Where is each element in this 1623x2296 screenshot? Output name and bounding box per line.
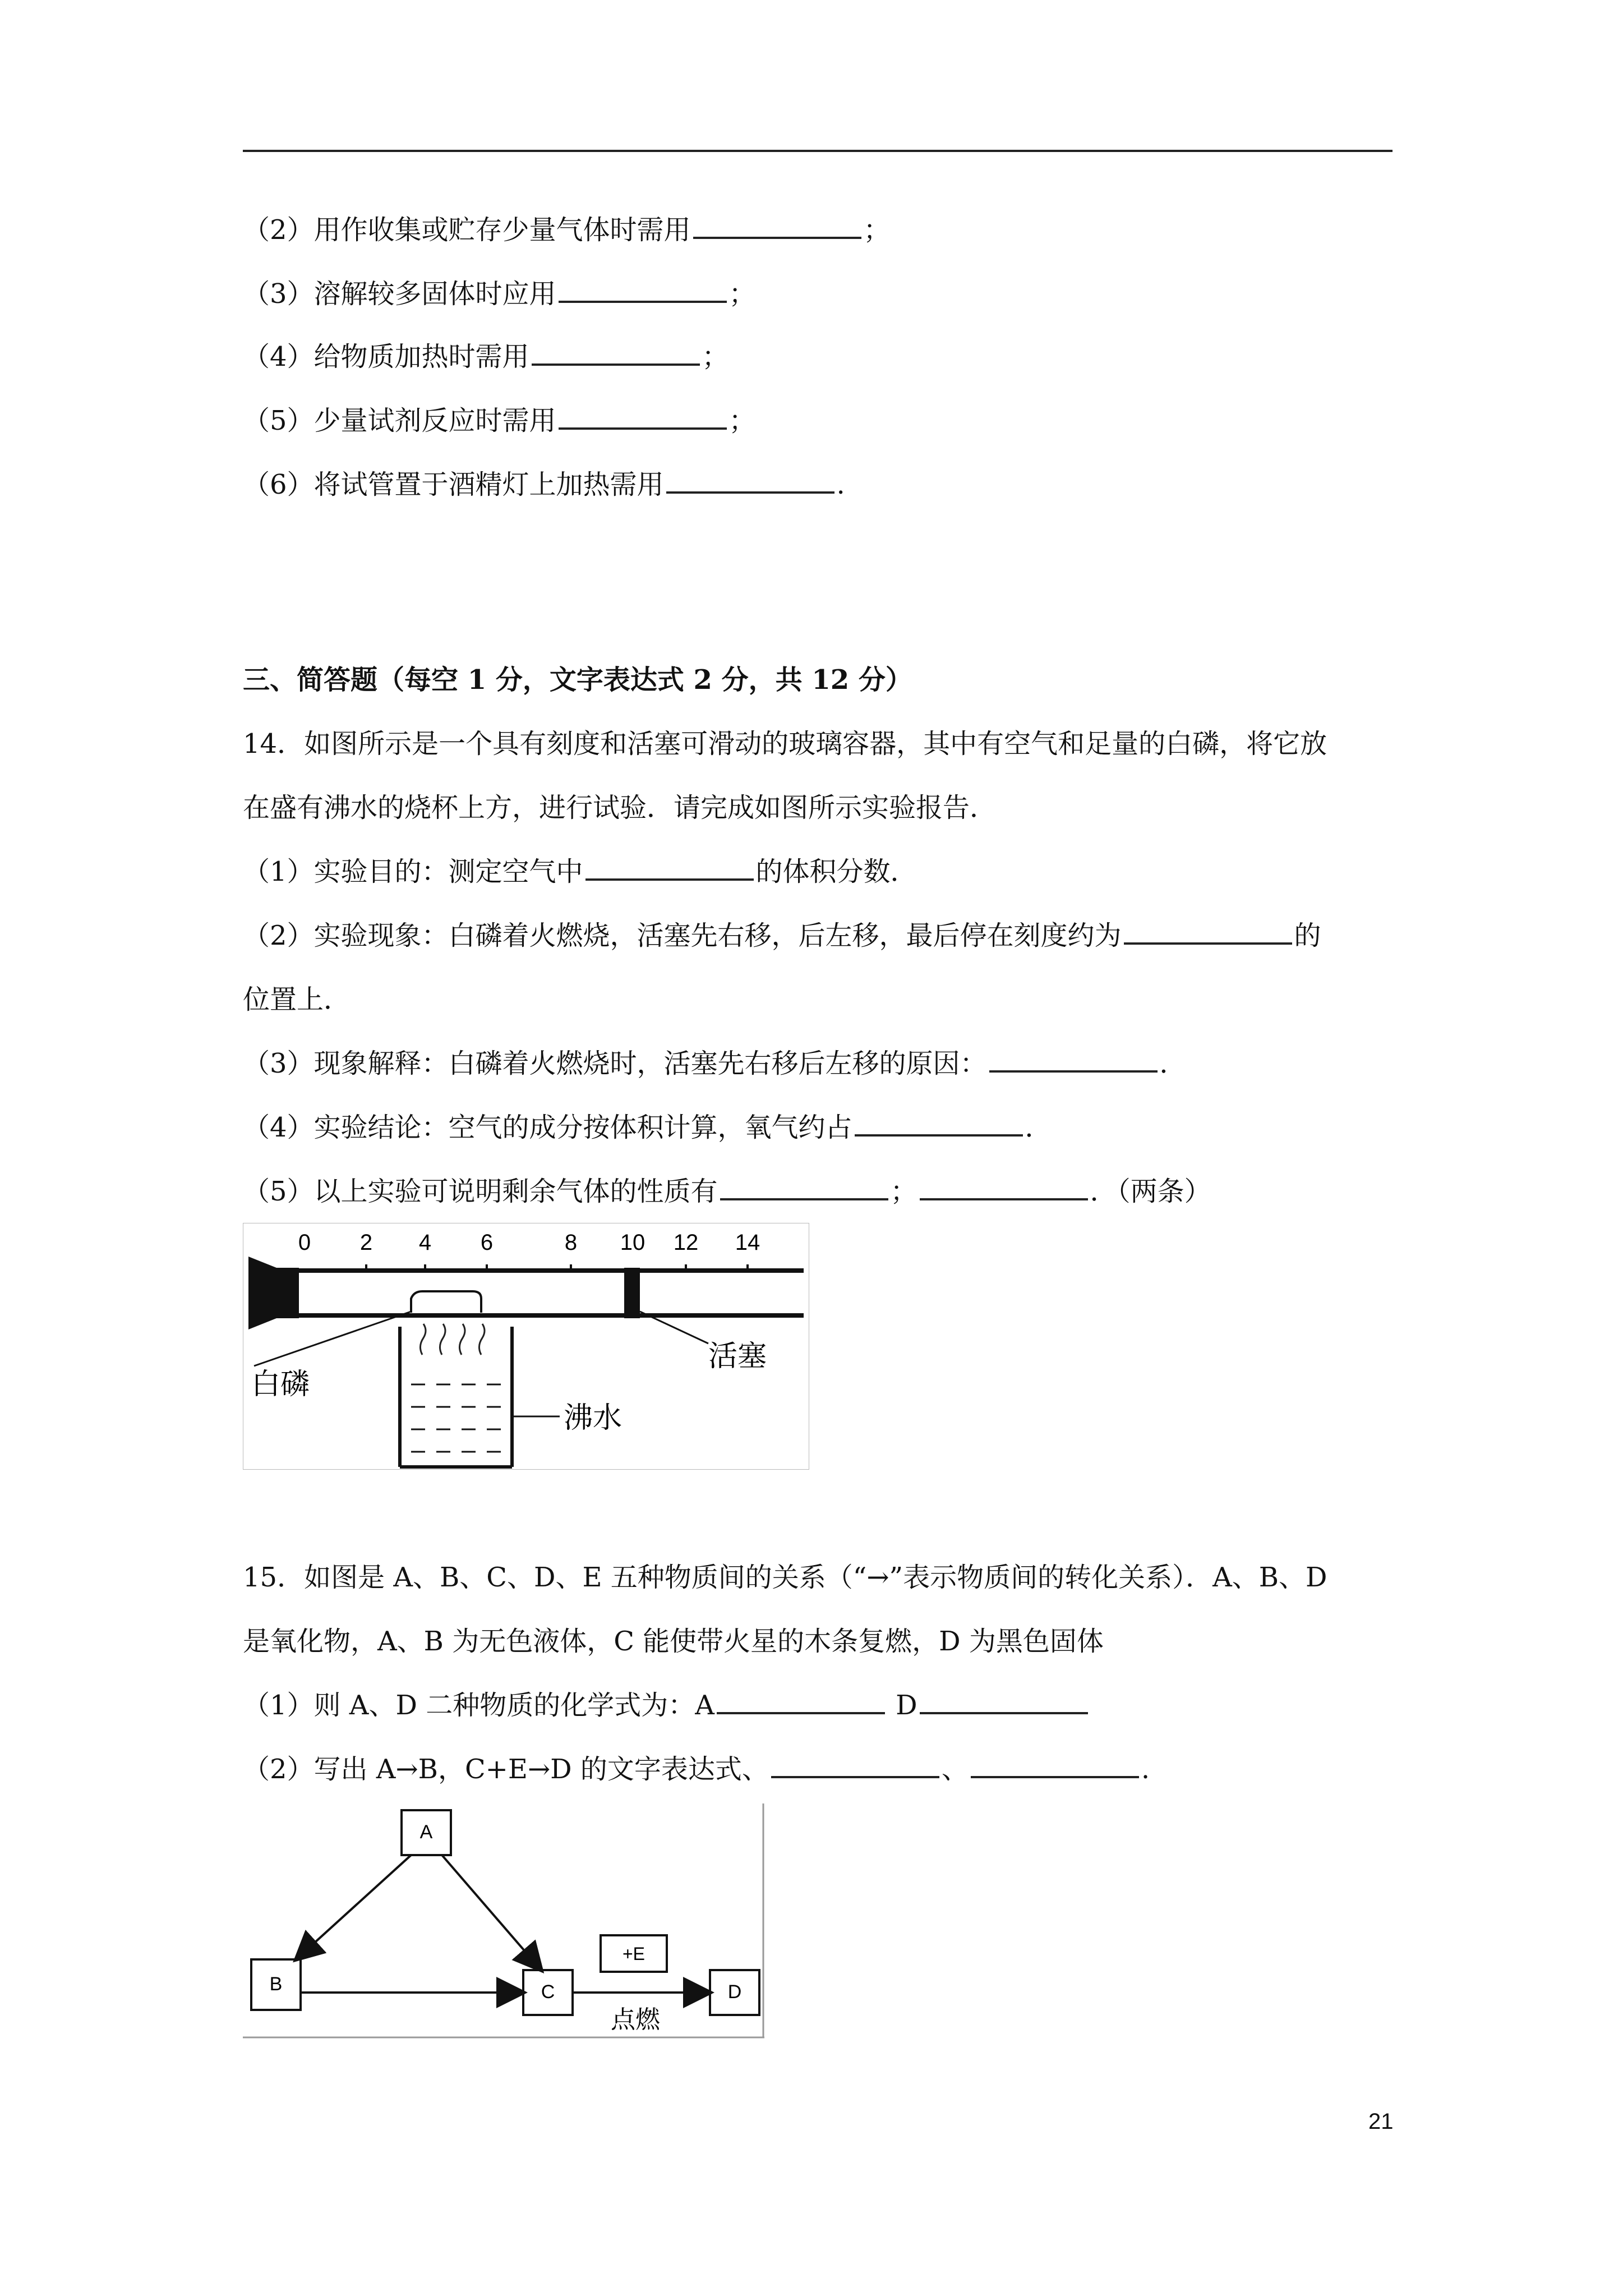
arrow-a-to-b [296,1855,411,1959]
q13-line-2-text: （2）用作收集或贮存少量气体时需用 [243,214,691,246]
node-b-label: B [269,1973,283,1995]
tick-label: 2 [359,1230,373,1255]
punct: . [836,469,845,500]
node-c-label: C [541,1981,555,2003]
q14-part-2-text: （2）实验现象：白磷着火燃烧，活塞先右移，后左移，最后停在刻度约为 [243,920,1122,951]
q14-part-4-text: （4）实验结论：空气的成分按体积计算，氧气约占 [243,1112,852,1143]
node-a-label: A [419,1821,433,1843]
section-title: 三、简答题（每空 1 分，文字表达式 2 分，共 12 分） [243,664,912,696]
q14-part-3 [243,1046,1187,1082]
piston-shape [624,1268,640,1318]
label-phosphorus: 白磷 [251,1368,310,1401]
q15-part-1-d: D [887,1690,917,1721]
punct: ． [1159,1048,1187,1079]
page-number: 21 [1368,2109,1394,2134]
punct: ； [728,405,756,436]
tick-label: 8 [564,1230,578,1255]
answer-blank[interactable] [771,1755,939,1778]
q14-part-2 [243,918,1321,954]
stopper-shape [248,1257,276,1329]
node-d-label: D [727,1981,742,2003]
tick-label: 10 [620,1230,645,1255]
answer-blank[interactable] [693,215,861,239]
arrow-a-to-c [442,1855,541,1970]
q13-line-4-text: （4）给物质加热时需用 [243,341,529,372]
q14-stem-1: 14．如图所示是一个具有刻度和活塞可滑动的玻璃容器，其中有空气和足量的白磷，将它放 [243,728,1327,760]
q14-part-5 [243,1174,1211,1209]
answer-blank[interactable] [559,279,727,303]
q15-part-1 [243,1687,1090,1723]
q15-part-2 [243,1751,1150,1787]
answer-blank[interactable] [920,1691,1088,1714]
q14-part-2-cont: 位置上． [243,984,351,1015]
q14-part-3-text: （3）现象解释：白磷着火燃烧时，活塞先右移后左移的原因： [243,1048,987,1079]
tick-label: 6 [480,1230,494,1255]
answer-blank[interactable] [559,406,727,430]
q13-line-3 [243,276,756,312]
answer-blank[interactable] [989,1049,1158,1073]
q14-stem-2: 在盛有沸水的烧杯上方，进行试验．请完成如图所示实验报告． [243,792,997,823]
q14-part-1 [243,854,917,890]
answer-blank[interactable] [720,1177,888,1200]
answer-blank[interactable] [666,470,834,494]
q15-part-1-text: （1）则 A、D 二种物质的化学式为：A [243,1690,714,1721]
q15-part-2-text: （2）写出 A→B，C+E→D 的文字表达式、 [243,1754,769,1785]
answer-blank[interactable] [1124,921,1292,945]
q15-stem-1: 15．如图是 A、B、C、D、E 五种物质间的关系（“→”表示物质间的转化关系）．A、B、D [243,1562,1327,1593]
tick-label: 4 [418,1230,432,1255]
q14-part-4 [243,1110,1052,1145]
q13-line-5-text: （5）少量试剂反应时需用 [243,405,556,436]
punct: ； [702,341,729,372]
q14-part-5-text: （5）以上实验可说明剩余气体的性质有 [243,1176,718,1207]
answer-blank[interactable] [855,1113,1023,1137]
q14-apparatus-figure [243,1223,809,1470]
punct: ； [728,278,756,310]
q13-line-2 [243,212,891,248]
answer-blank[interactable] [971,1755,1139,1778]
q13-line-3-text: （3）溶解较多固体时应用 [243,278,556,310]
punct: ； [863,214,891,246]
header-rule [243,150,1393,152]
q13-line-4 [243,339,729,375]
punct: ． [1025,1112,1052,1143]
answer-blank[interactable] [920,1177,1088,1200]
q15-stem-2: 是氧化物，A、B 为无色液体，C 能使带火星的木条复燃，D 为黑色固体 [243,1626,1104,1657]
punct: 、 [941,1754,969,1785]
tick-label: 14 [735,1230,760,1255]
q13-line-6 [243,467,845,503]
answer-blank[interactable] [532,342,700,366]
tick-label: 12 [673,1230,699,1255]
q14-part-2-tail: 的 [1294,920,1321,951]
q14-part-1-tail: 的体积分数． [755,856,917,887]
q13-line-5 [243,403,756,439]
answer-blank[interactable] [585,857,754,881]
q15-relationship-diagram [243,1803,764,2039]
label-water: 沸水 [564,1402,623,1434]
q14-part-1-text: （1）实验目的：测定空气中 [243,856,583,887]
label-piston: 活塞 [708,1340,767,1373]
q13-line-6-text: （6）将试管置于酒精灯上加热需用 [243,469,664,500]
punct: . [1141,1754,1150,1785]
answer-blank[interactable] [717,1691,885,1714]
q14-part-5-tail: ．（两条） [1090,1176,1211,1207]
tick-label: 0 [298,1230,311,1255]
punct: ； [890,1176,917,1207]
plus-e-label: +E [622,1944,645,1964]
ignite-label: 点燃 [611,2006,660,2033]
